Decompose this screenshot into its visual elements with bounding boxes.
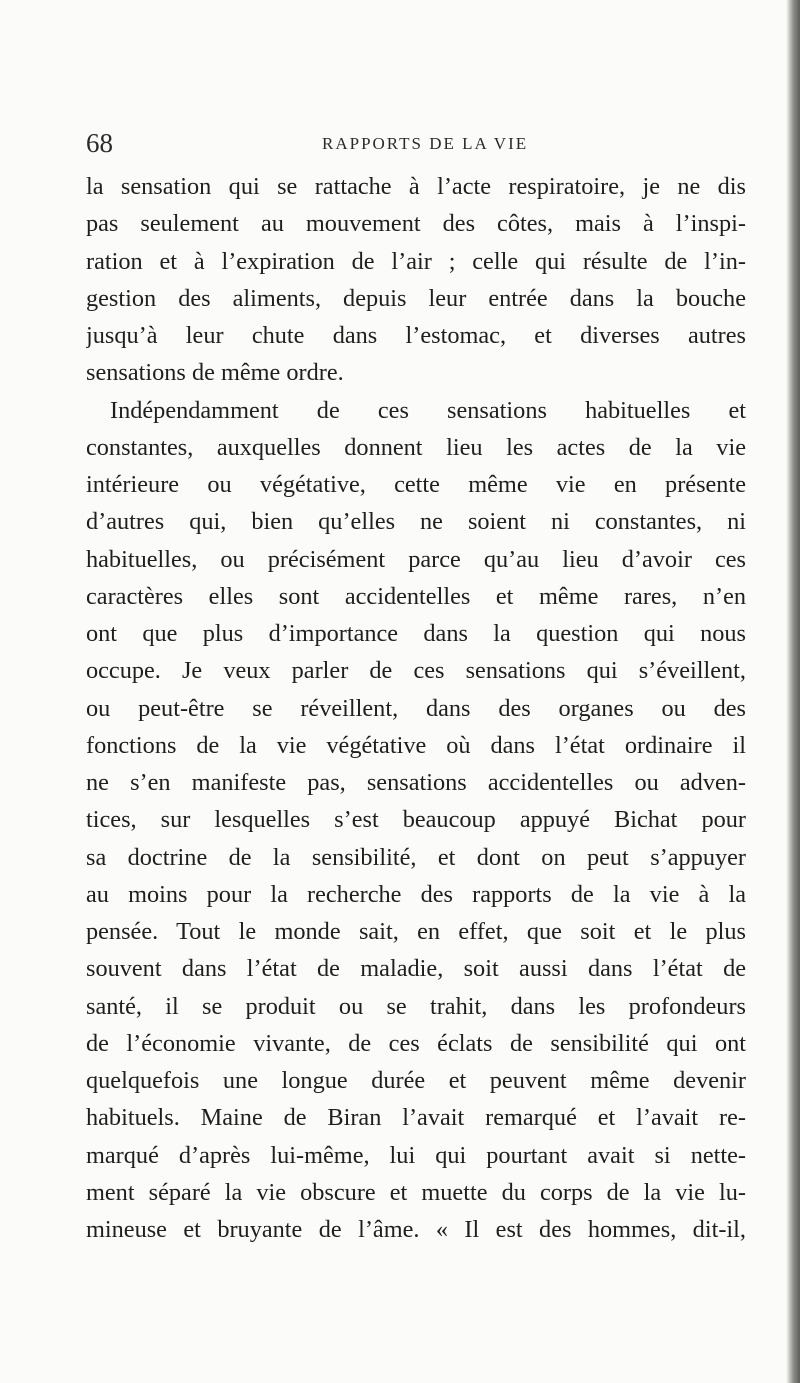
running-title: RAPPORTS DE LA VIE (322, 134, 529, 153)
text-line: Indépendamment de ces sensations habituelles et (110, 396, 746, 424)
text-line: ration et à l’expiration de l’air ; celle qui résulte de l’in- (86, 247, 746, 275)
text-line: marqué d’après lui-même, lui qui pourtant avait si nette- (86, 1141, 746, 1169)
text-line: souvent dans l’état de maladie, soit aussi dans l’état de (86, 955, 746, 983)
text-line: sa doctrine de la sensibilité, et dont on peut s’appuyer (86, 843, 746, 871)
text-line: gestion des aliments, depuis leur entrée dans la bouche (86, 284, 746, 312)
text-line: constantes, auxquelles donnent lieu les actes de la vie (86, 433, 746, 461)
text-line: jusqu’à leur chute dans l’estomac, et diverses autres (86, 322, 746, 349)
text-line: ou peut-être se réveillent, dans des organes ou des (86, 694, 746, 722)
text-line: ont que plus d’importance dans la question qui nous (86, 620, 746, 647)
text-line: la sensation qui se rattache à l’acte respiratoire, je ne dis (86, 173, 746, 200)
text-line: santé, il se produit ou se trahit, dans les profondeurs (86, 992, 746, 1020)
page-edge-shadow (786, 0, 800, 1383)
page-number: 68 (86, 128, 113, 158)
running-head (86, 128, 746, 158)
text-line: intérieure ou végétative, cette même vie en présente (86, 471, 746, 498)
text-line: ment séparé la vie obscure et muette du corps de la vie lu- (86, 1178, 746, 1206)
body-text (86, 168, 746, 1248)
text-line: mineuse et bruyante de l’âme. « Il est des hommes, dit-il, (86, 1216, 746, 1243)
text-line: occupe. Je veux parler de ces sensations qui s’éveillent, (86, 657, 746, 685)
text-line: fonctions de la vie végétative où dans l’état ordinaire il (86, 731, 746, 759)
text-line: pas seulement au mouvement des côtes, mais à l’inspi- (86, 210, 746, 238)
text-line: habituels. Maine de Biran l’avait remarqué et l’avait re- (86, 1104, 746, 1132)
text-line: sensations de même ordre. (86, 359, 344, 387)
text-line: de l’économie vivante, de ces éclats de sensibilité qui ont (86, 1029, 746, 1057)
text-line: caractères elles sont accidentelles et même rares, n’en (86, 582, 746, 610)
text-line: quelquefois une longue durée et peuvent même devenir (86, 1067, 746, 1094)
text-line: d’autres qui, bien qu’elles ne soient ni constantes, ni (86, 508, 746, 536)
text-line: pensée. Tout le monde sait, en effet, que soit et le plus (86, 918, 746, 945)
text-line: ne s’en manifeste pas, sensations accidentelles ou adven- (86, 769, 746, 796)
text-line: habituelles, ou précisément parce qu’au lieu d’avoir ces (86, 545, 746, 573)
text-line: tices, sur lesquelles s’est beaucoup appuyé Bichat pour (86, 806, 746, 834)
text-line: au moins pour la recherche des rapports de la vie à la (86, 880, 746, 908)
